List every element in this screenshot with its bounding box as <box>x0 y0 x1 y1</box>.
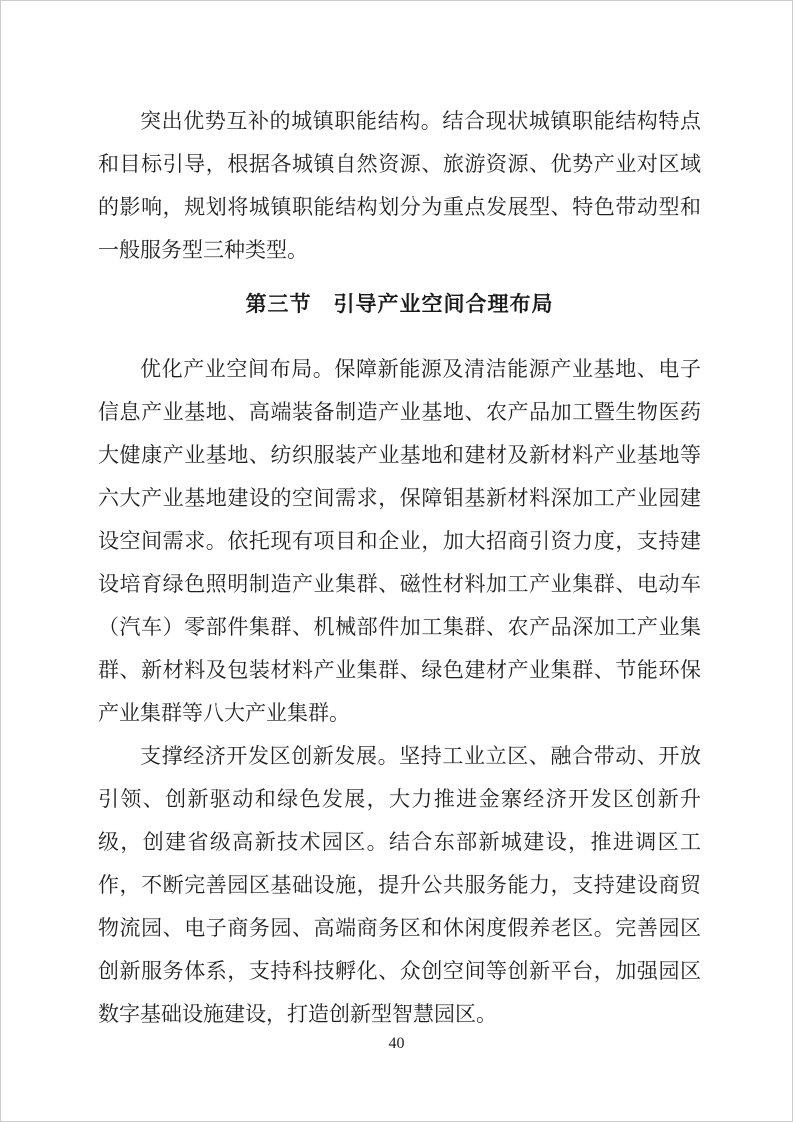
paragraph-line: 级，创建省级高新技术园区。结合东部新城建设，推进调区工 <box>98 830 701 854</box>
paragraph-line: 优化产业空间布局。保障新能源及清洁能源产业基地、电子 <box>140 357 701 381</box>
paragraph-line: 数字基础设施建设，打造创新型智慧园区。 <box>98 1002 497 1026</box>
section-heading: 第三节 引导产业空间合理布局 <box>245 292 554 316</box>
paragraph-line: 引领、创新驱动和绿色发展，大力推进金寨经济开发区创新升 <box>98 787 701 811</box>
page-number: 40 <box>388 1035 405 1052</box>
paragraph-line: 一般服务型三种类型。 <box>98 238 308 262</box>
paragraph-development-zone <box>98 735 701 1036</box>
paragraph-line: 作，不断完善园区基础设施，提升公共服务能力，支持建设商贸 <box>98 873 701 897</box>
paragraph-town-functions <box>98 100 701 272</box>
paragraph-line: 创新服务体系，支持科技孵化、众创空间等创新平台，加强园区 <box>98 959 701 983</box>
paragraph-line: 群、新材料及包装材料产业集群、绿色建材产业集群、节能环保 <box>98 658 701 682</box>
paragraph-line: 设培育绿色照明制造产业集群、磁性材料加工产业集群、电动车 <box>98 572 701 596</box>
paragraph-line: 设空间需求。依托现有项目和企业，加大招商引资力度，支持建 <box>98 529 701 553</box>
paragraph-line: 支撑经济开发区创新发展。坚持工业立区、融合带动、开放 <box>140 744 701 768</box>
paragraph-line: 物流园、电子商务园、高端商务区和休闲度假养老区。完善园区 <box>98 916 701 940</box>
paragraph-industrial-layout <box>98 348 701 735</box>
paragraph-line: 六大产业基地建设的空间需求，保障钼基新材料深加工产业园建 <box>98 486 701 510</box>
paragraph-line: 产业集群等八大产业集群。 <box>98 701 350 725</box>
paragraph-line: 大健康产业基地、纺织服装产业基地和建材及新材料产业基地等 <box>98 443 701 467</box>
paragraph-line: 和目标引导，根据各城镇自然资源、旅游资源、优势产业对区域 <box>98 152 701 176</box>
document-content <box>98 100 701 1036</box>
paragraph-line: 突出优势互补的城镇职能结构。结合现状城镇职能结构特点 <box>140 109 701 133</box>
paragraph-line: 的影响，规划将城镇职能结构划分为重点发展型、特色带动型和 <box>98 195 701 219</box>
paragraph-line: 信息产业基地、高端装备制造产业基地、农产品加工暨生物医药 <box>98 400 701 424</box>
paragraph-line: （汽车）零部件集群、机械部件加工集群、农产品深加工产业集 <box>98 615 701 639</box>
